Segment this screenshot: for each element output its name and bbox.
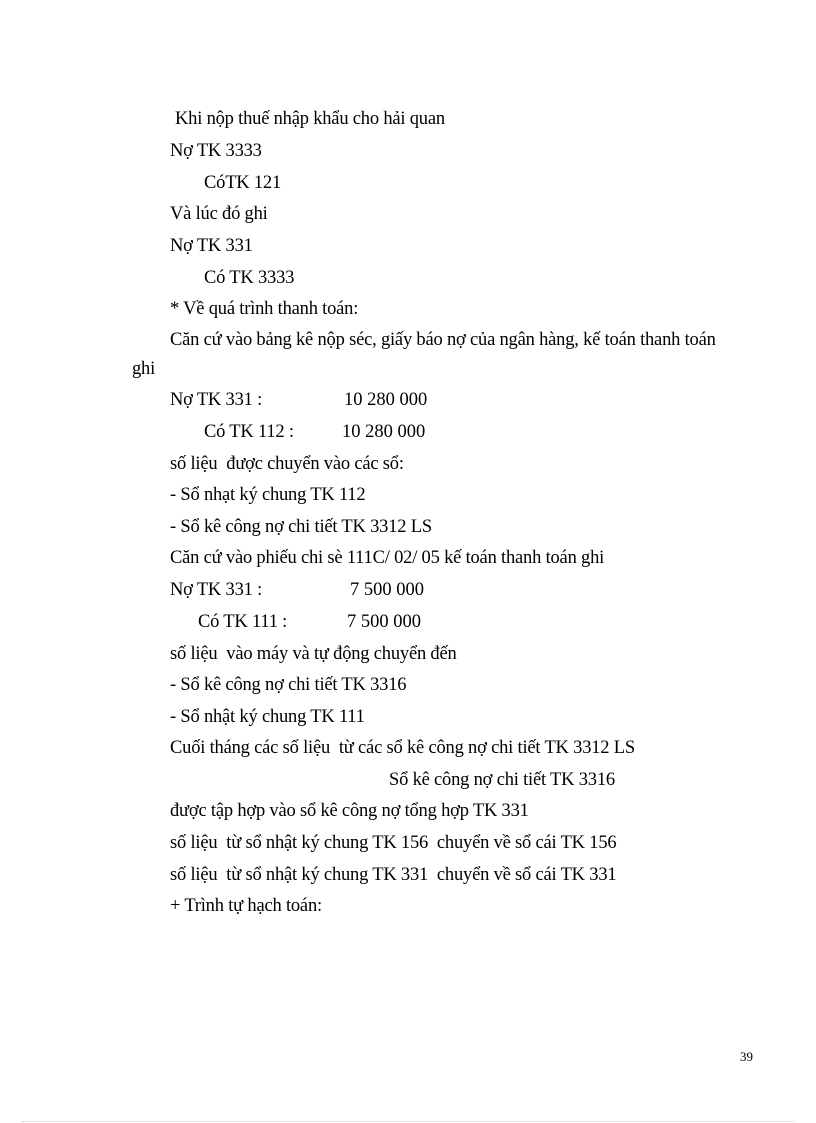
- text-line: số liệu vào máy và tự động chuyển đến: [170, 644, 457, 664]
- text-line: - Sổ kê công nợ chi tiết TK 3316: [170, 675, 407, 695]
- text-line: Và lúc đó ghi: [170, 204, 268, 224]
- text-line: Căn cứ vào bảng kê nộp séc, giấy báo nợ của ngân hàng, kế toán thanh toán: [170, 330, 716, 350]
- ledger-credit-amount: 7 500 000: [347, 612, 421, 632]
- text-line: - Sổ kê công nợ chi tiết TK 3312 LS: [170, 517, 432, 537]
- ledger-debit-line: Nợ TK 331 :: [170, 390, 263, 410]
- text-line: số liệu được chuyển vào các sổ:: [170, 454, 404, 474]
- text-line: Có TK 3333: [204, 268, 295, 288]
- page-bottom-divider: [22, 1121, 794, 1122]
- ledger-credit-line: Có TK 112 :: [204, 422, 294, 442]
- ledger-debit-amount: 10 280 000: [344, 390, 428, 410]
- text-line: ghi: [132, 359, 156, 379]
- text-line: Nợ TK 3333: [170, 141, 262, 161]
- ledger-credit-line: Có TK 111 :: [198, 612, 288, 632]
- text-line: + Trình tự hạch toán:: [170, 896, 322, 916]
- ledger-debit-line: Nợ TK 331 :: [170, 580, 263, 600]
- text-line: Sổ kê công nợ chi tiết TK 3316: [389, 770, 615, 790]
- text-line: CóTK 121: [204, 173, 282, 193]
- text-line: số liệu từ sổ nhật ký chung TK 156 chuyển về sổ cái TK 156: [170, 833, 617, 853]
- text-line: - Sổ nhạt ký chung TK 112: [170, 485, 366, 505]
- text-line: được tập hợp vào sổ kê công nợ tổng hợp TK 331: [170, 801, 529, 821]
- text-line: Cuối tháng các số liệu từ các sổ kê công nợ chi tiết TK 3312 LS: [170, 738, 635, 758]
- ledger-debit-amount: 7 500 000: [350, 580, 424, 600]
- ledger-credit-amount: 10 280 000: [342, 422, 426, 442]
- text-line: Căn cứ vào phiếu chi sè 111C/ 02/ 05 kế toán thanh toán ghi: [170, 548, 605, 568]
- text-line: Nợ TK 331: [170, 236, 253, 256]
- text-line: * Về quá trình thanh toán:: [170, 299, 359, 319]
- text-line: Khi nộp thuế nhập khẩu cho hải quan: [175, 109, 445, 129]
- text-line: - Sổ nhật ký chung TK 111: [170, 707, 365, 727]
- text-line: số liệu từ sổ nhật ký chung TK 331 chuyển về sổ cái TK 331: [170, 865, 617, 885]
- page-number: 39: [740, 1049, 753, 1064]
